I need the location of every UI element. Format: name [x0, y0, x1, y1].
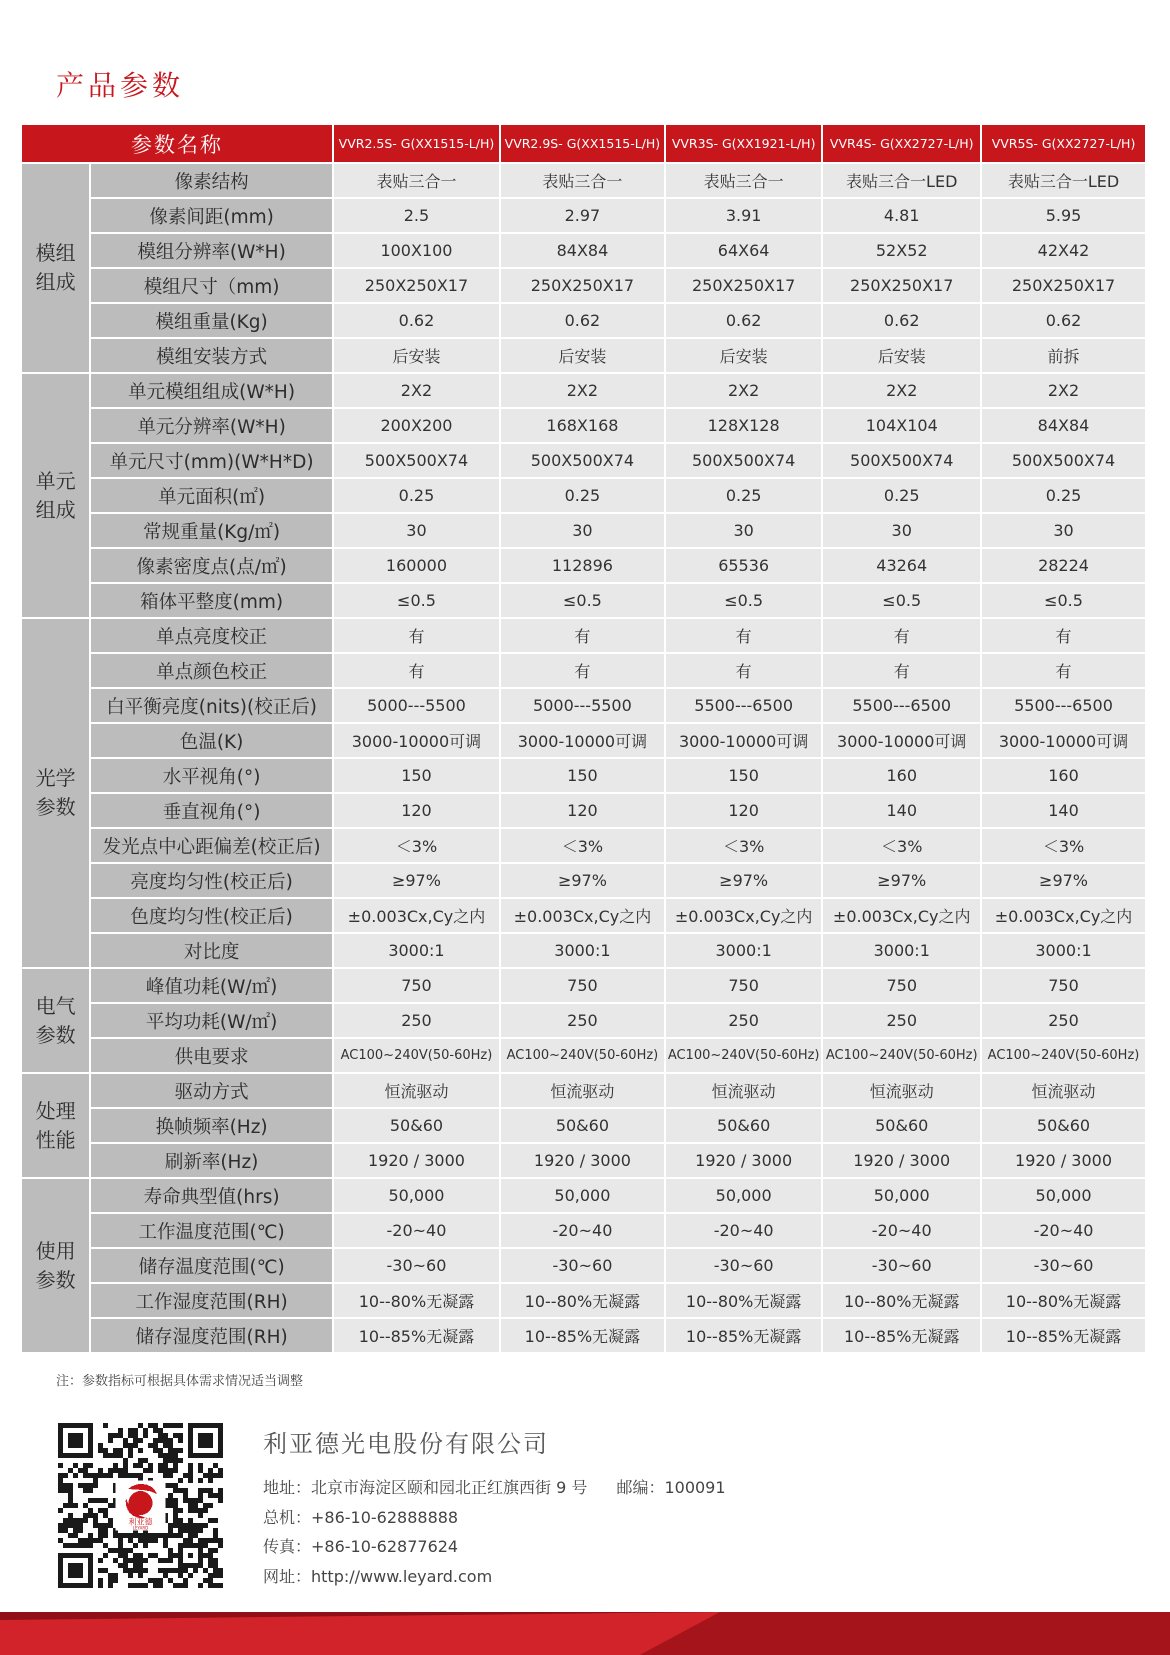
- param-label: 色度均匀性(校正后): [91, 899, 332, 932]
- website-link[interactable]: 网址：http://www.leyard.com: [263, 1567, 493, 1586]
- value-cell: 5.95: [982, 199, 1145, 232]
- value-cell: ＜3%: [334, 829, 499, 862]
- value-cell: 10--85%无凝露: [334, 1319, 499, 1352]
- param-label: 模组安装方式: [91, 339, 332, 372]
- table-row: [22, 864, 1145, 897]
- value-cell: 500X500X74: [823, 444, 980, 477]
- value-cell: ≤0.5: [334, 584, 499, 617]
- param-label: 单元面积(㎡): [91, 479, 332, 512]
- table-row: [22, 619, 1145, 652]
- value-cell: 5500---6500: [666, 689, 822, 722]
- param-label: 工作湿度范围(RH): [91, 1284, 332, 1317]
- qr-logo-text: 利亚德: [128, 1517, 153, 1527]
- param-label: 单元分辨率(W*H): [91, 409, 332, 442]
- table-row: [22, 409, 1145, 442]
- value-cell: 2X2: [982, 374, 1145, 407]
- value-cell: AC100~240V(50-60Hz): [982, 1039, 1145, 1072]
- value-cell: 84X84: [982, 409, 1145, 442]
- param-label: 单元尺寸(mm)(W*H*D): [91, 444, 332, 477]
- value-cell: 10--80%无凝露: [501, 1284, 664, 1317]
- value-cell: 500X500X74: [982, 444, 1145, 477]
- table-row: [22, 339, 1145, 372]
- value-cell: 104X104: [823, 409, 980, 442]
- value-cell: 有: [501, 654, 664, 687]
- value-cell: 3000-10000可调: [823, 724, 980, 757]
- value-cell: AC100~240V(50-60Hz): [666, 1039, 822, 1072]
- value-cell: 750: [334, 969, 499, 1002]
- value-cell: 140: [982, 794, 1145, 827]
- value-cell: 128X128: [666, 409, 822, 442]
- header-param-name: 参数名称: [22, 125, 332, 162]
- table-row: [22, 1319, 1145, 1352]
- value-cell: 后安装: [823, 339, 980, 372]
- table-row: [22, 1039, 1145, 1072]
- value-cell: 10--80%无凝露: [823, 1284, 980, 1317]
- value-cell: 120: [666, 794, 822, 827]
- value-cell: 50,000: [823, 1179, 980, 1212]
- value-cell: 30: [823, 514, 980, 547]
- header-model-4: VVR4S- G(XX2727-L/H): [823, 125, 980, 162]
- value-cell: 50,000: [982, 1179, 1145, 1212]
- param-label: 白平衡亮度(nits)(校正后): [91, 689, 332, 722]
- value-cell: 3000-10000可调: [982, 724, 1145, 757]
- value-cell: 168X168: [501, 409, 664, 442]
- param-label: 水平视角(°): [91, 759, 332, 792]
- value-cell: ≥97%: [823, 864, 980, 897]
- value-cell: 1920 / 3000: [982, 1144, 1145, 1177]
- table-row: [22, 444, 1145, 477]
- table-row: [22, 374, 1145, 407]
- value-cell: 前拆: [982, 339, 1145, 372]
- value-cell: 有: [334, 619, 499, 652]
- value-cell: 30: [334, 514, 499, 547]
- value-cell: 1920 / 3000: [666, 1144, 822, 1177]
- param-label: 对比度: [91, 934, 332, 967]
- value-cell: 0.25: [982, 479, 1145, 512]
- value-cell: 3000:1: [982, 934, 1145, 967]
- table-row: [22, 829, 1145, 862]
- value-cell: 3000:1: [666, 934, 822, 967]
- table-row: [22, 479, 1145, 512]
- value-cell: 250: [334, 1004, 499, 1037]
- value-cell: 52X52: [823, 234, 980, 267]
- value-cell: 2X2: [666, 374, 822, 407]
- value-cell: 表贴三合一: [666, 164, 822, 197]
- param-label: 模组重量(Kg): [91, 304, 332, 337]
- value-cell: 0.25: [334, 479, 499, 512]
- postcode: 邮编：100091: [616, 1478, 726, 1497]
- table-row: [22, 654, 1145, 687]
- phone: 总机：+86-10-62888888: [263, 1508, 459, 1527]
- value-cell: 150: [501, 759, 664, 792]
- value-cell: 750: [666, 969, 822, 1002]
- value-cell: 50&60: [501, 1109, 664, 1142]
- table-row: [22, 759, 1145, 792]
- value-cell: 10--85%无凝露: [982, 1319, 1145, 1352]
- value-cell: ±0.003Cx,Cy之内: [334, 899, 499, 932]
- value-cell: ±0.003Cx,Cy之内: [982, 899, 1145, 932]
- value-cell: 750: [823, 969, 980, 1002]
- table-row: [22, 549, 1145, 582]
- value-cell: 恒流驱动: [666, 1074, 822, 1107]
- table-row: [22, 164, 1145, 197]
- value-cell: 3000:1: [823, 934, 980, 967]
- value-cell: 3000-10000可调: [666, 724, 822, 757]
- param-label: 换帧频率(Hz): [91, 1109, 332, 1142]
- value-cell: AC100~240V(50-60Hz): [823, 1039, 980, 1072]
- header-model-1: VVR2.5S- G(XX1515-L/H): [334, 125, 499, 162]
- value-cell: 恒流驱动: [982, 1074, 1145, 1107]
- value-cell: ＜3%: [982, 829, 1145, 862]
- value-cell: 3000:1: [334, 934, 499, 967]
- value-cell: 2X2: [501, 374, 664, 407]
- value-cell: 后安装: [666, 339, 822, 372]
- value-cell: 28224: [982, 549, 1145, 582]
- param-label: 像素结构: [91, 164, 332, 197]
- value-cell: 250X250X17: [982, 269, 1145, 302]
- value-cell: 有: [501, 619, 664, 652]
- group-label: 使用 参数: [22, 1179, 89, 1352]
- footnote: 注：参数指标可根据具体需求情况适当调整: [56, 1374, 304, 1389]
- param-label: 箱体平整度(mm): [91, 584, 332, 617]
- param-label: 供电要求: [91, 1039, 332, 1072]
- value-cell: 3.91: [666, 199, 822, 232]
- param-label: 驱动方式: [91, 1074, 332, 1107]
- value-cell: 恒流驱动: [334, 1074, 499, 1107]
- param-label: 工作温度范围(℃): [91, 1214, 332, 1247]
- param-label: 像素密度点(点/㎡): [91, 549, 332, 582]
- group-label: 处理 性能: [22, 1074, 89, 1177]
- value-cell: 4.81: [823, 199, 980, 232]
- table-row: [22, 969, 1145, 1002]
- value-cell: 恒流驱动: [823, 1074, 980, 1107]
- value-cell: 5500---6500: [982, 689, 1145, 722]
- value-cell: ≤0.5: [501, 584, 664, 617]
- table-row: [22, 1004, 1145, 1037]
- value-cell: 250: [982, 1004, 1145, 1037]
- address: 地址：北京市海淀区颐和园北正红旗西街 9 号: [263, 1478, 588, 1497]
- param-label: 储存湿度范围(RH): [91, 1319, 332, 1352]
- value-cell: 140: [823, 794, 980, 827]
- value-cell: AC100~240V(50-60Hz): [501, 1039, 664, 1072]
- table-row: [22, 584, 1145, 617]
- value-cell: 10--80%无凝露: [666, 1284, 822, 1317]
- value-cell: -30~60: [666, 1249, 822, 1282]
- spec-table-body: [22, 164, 1145, 1352]
- value-cell: 250: [501, 1004, 664, 1037]
- value-cell: 0.62: [982, 304, 1145, 337]
- value-cell: ≥97%: [982, 864, 1145, 897]
- header-model-2: VVR2.9S- G(XX1515-L/H): [501, 125, 664, 162]
- value-cell: 65536: [666, 549, 822, 582]
- param-label: 垂直视角(°): [91, 794, 332, 827]
- param-label: 单点亮度校正: [91, 619, 332, 652]
- value-cell: 有: [334, 654, 499, 687]
- value-cell: 0.62: [501, 304, 664, 337]
- value-cell: 42X42: [982, 234, 1145, 267]
- value-cell: 有: [982, 619, 1145, 652]
- value-cell: 10--85%无凝露: [501, 1319, 664, 1352]
- value-cell: 1920 / 3000: [334, 1144, 499, 1177]
- param-label: 刷新率(Hz): [91, 1144, 332, 1177]
- value-cell: ±0.003Cx,Cy之内: [501, 899, 664, 932]
- table-row: [22, 304, 1145, 337]
- value-cell: ＜3%: [501, 829, 664, 862]
- value-cell: ＜3%: [823, 829, 980, 862]
- value-cell: 1920 / 3000: [501, 1144, 664, 1177]
- value-cell: 112896: [501, 549, 664, 582]
- value-cell: 120: [501, 794, 664, 827]
- param-label: 寿命典型值(hrs): [91, 1179, 332, 1212]
- value-cell: 250X250X17: [666, 269, 822, 302]
- value-cell: 0.62: [666, 304, 822, 337]
- value-cell: 0.25: [823, 479, 980, 512]
- value-cell: 250X250X17: [823, 269, 980, 302]
- value-cell: 50&60: [666, 1109, 822, 1142]
- value-cell: 1920 / 3000: [823, 1144, 980, 1177]
- table-row: [22, 234, 1145, 267]
- value-cell: ±0.003Cx,Cy之内: [666, 899, 822, 932]
- param-label: 色温(K): [91, 724, 332, 757]
- value-cell: 10--85%无凝露: [666, 1319, 822, 1352]
- value-cell: 0.25: [666, 479, 822, 512]
- value-cell: -30~60: [501, 1249, 664, 1282]
- value-cell: 43264: [823, 549, 980, 582]
- param-label: 单元模组组成(W*H): [91, 374, 332, 407]
- value-cell: 0.62: [334, 304, 499, 337]
- value-cell: -20~40: [501, 1214, 664, 1247]
- value-cell: 84X84: [501, 234, 664, 267]
- param-label: 平均功耗(W/㎡): [91, 1004, 332, 1037]
- value-cell: 后安装: [501, 339, 664, 372]
- table-row: [22, 1249, 1145, 1282]
- value-cell: 10--80%无凝露: [982, 1284, 1145, 1317]
- page-title: 产品参数: [56, 69, 185, 102]
- value-cell: 表贴三合一: [334, 164, 499, 197]
- param-label: 模组分辨率(W*H): [91, 234, 332, 267]
- value-cell: 2X2: [823, 374, 980, 407]
- value-cell: 5000---5500: [501, 689, 664, 722]
- spec-table: [20, 123, 1147, 1354]
- param-label: 储存温度范围(℃): [91, 1249, 332, 1282]
- value-cell: 5500---6500: [823, 689, 980, 722]
- value-cell: 3000-10000可调: [334, 724, 499, 757]
- param-label: 像素间距(mm): [91, 199, 332, 232]
- table-row: [22, 1109, 1145, 1142]
- value-cell: 500X500X74: [501, 444, 664, 477]
- value-cell: 50&60: [823, 1109, 980, 1142]
- value-cell: -30~60: [334, 1249, 499, 1282]
- value-cell: 750: [982, 969, 1145, 1002]
- value-cell: 恒流驱动: [501, 1074, 664, 1107]
- value-cell: 表贴三合一: [501, 164, 664, 197]
- table-row: [22, 724, 1145, 757]
- value-cell: ≤0.5: [982, 584, 1145, 617]
- value-cell: 200X200: [334, 409, 499, 442]
- value-cell: 0.25: [501, 479, 664, 512]
- value-cell: 50,000: [334, 1179, 499, 1212]
- group-label: 模组 组成: [22, 164, 89, 372]
- value-cell: 250X250X17: [334, 269, 499, 302]
- table-row: [22, 1179, 1145, 1212]
- value-cell: -20~40: [982, 1214, 1145, 1247]
- value-cell: 表贴三合一LED: [823, 164, 980, 197]
- value-cell: ≥97%: [334, 864, 499, 897]
- value-cell: 150: [334, 759, 499, 792]
- value-cell: -20~40: [823, 1214, 980, 1247]
- qr-logo-subtext: [133, 1526, 148, 1531]
- company-name: 利亚德光电股份有限公司: [263, 1430, 549, 1458]
- param-label: 模组尺寸（mm): [91, 269, 332, 302]
- table-row: [22, 199, 1145, 232]
- value-cell: AC100~240V(50-60Hz): [334, 1039, 499, 1072]
- value-cell: -20~40: [666, 1214, 822, 1247]
- table-row: [22, 1074, 1145, 1107]
- group-label: 电气 参数: [22, 969, 89, 1072]
- table-row: [22, 1214, 1145, 1247]
- table-row: [22, 934, 1145, 967]
- value-cell: 有: [823, 654, 980, 687]
- address-line: [263, 1475, 726, 1498]
- table-row: [22, 1284, 1145, 1317]
- value-cell: 后安装: [334, 339, 499, 372]
- param-label: 常规重量(Kg/㎡): [91, 514, 332, 547]
- group-label: 光学 参数: [22, 619, 89, 967]
- value-cell: 30: [666, 514, 822, 547]
- value-cell: 250: [823, 1004, 980, 1037]
- value-cell: 3000:1: [501, 934, 664, 967]
- value-cell: -30~60: [982, 1249, 1145, 1282]
- value-cell: 500X500X74: [666, 444, 822, 477]
- value-cell: ≤0.5: [666, 584, 822, 617]
- value-cell: 10--80%无凝露: [334, 1284, 499, 1317]
- param-label: 发光点中心距偏差(校正后): [91, 829, 332, 862]
- value-cell: 250: [666, 1004, 822, 1037]
- value-cell: 2X2: [334, 374, 499, 407]
- value-cell: 750: [501, 969, 664, 1002]
- param-label: 峰值功耗(W/㎡): [91, 969, 332, 1002]
- fax: 传真：+86-10-62877624: [263, 1537, 459, 1556]
- group-label: 单元 组成: [22, 374, 89, 617]
- table-row: [22, 794, 1145, 827]
- value-cell: 3000-10000可调: [501, 724, 664, 757]
- table-row: [22, 689, 1145, 722]
- value-cell: ±0.003Cx,Cy之内: [823, 899, 980, 932]
- qr-code: [58, 1423, 223, 1588]
- value-cell: -20~40: [334, 1214, 499, 1247]
- value-cell: 500X500X74: [334, 444, 499, 477]
- value-cell: 64X64: [666, 234, 822, 267]
- value-cell: ≥97%: [666, 864, 822, 897]
- value-cell: 有: [823, 619, 980, 652]
- value-cell: 有: [666, 654, 822, 687]
- value-cell: 50,000: [501, 1179, 664, 1212]
- value-cell: 160000: [334, 549, 499, 582]
- param-label: 单点颜色校正: [91, 654, 332, 687]
- value-cell: 有: [982, 654, 1145, 687]
- value-cell: 150: [666, 759, 822, 792]
- value-cell: 2.5: [334, 199, 499, 232]
- table-row: [22, 514, 1145, 547]
- value-cell: 30: [982, 514, 1145, 547]
- value-cell: 有: [666, 619, 822, 652]
- value-cell: 50,000: [666, 1179, 822, 1212]
- table-row: [22, 269, 1145, 302]
- value-cell: 250X250X17: [501, 269, 664, 302]
- value-cell: 160: [982, 759, 1145, 792]
- value-cell: 120: [334, 794, 499, 827]
- value-cell: 100X100: [334, 234, 499, 267]
- value-cell: 5000---5500: [334, 689, 499, 722]
- value-cell: 160: [823, 759, 980, 792]
- table-row: [22, 899, 1145, 932]
- header-model-3: VVR3S- G(XX1921-L/H): [666, 125, 822, 162]
- table-row: [22, 1144, 1145, 1177]
- value-cell: 50&60: [334, 1109, 499, 1142]
- value-cell: 0.62: [823, 304, 980, 337]
- value-cell: 30: [501, 514, 664, 547]
- value-cell: 10--85%无凝露: [823, 1319, 980, 1352]
- value-cell: 50&60: [982, 1109, 1145, 1142]
- value-cell: ≤0.5: [823, 584, 980, 617]
- value-cell: 2.97: [501, 199, 664, 232]
- param-label: 亮度均匀性(校正后): [91, 864, 332, 897]
- value-cell: -30~60: [823, 1249, 980, 1282]
- value-cell: ≥97%: [501, 864, 664, 897]
- header-model-5: VVR5S- G(XX2727-L/H): [982, 125, 1145, 162]
- footer-band: [0, 1612, 1170, 1655]
- value-cell: 表贴三合一LED: [982, 164, 1145, 197]
- value-cell: ＜3%: [666, 829, 822, 862]
- table-header-row: [22, 125, 1145, 162]
